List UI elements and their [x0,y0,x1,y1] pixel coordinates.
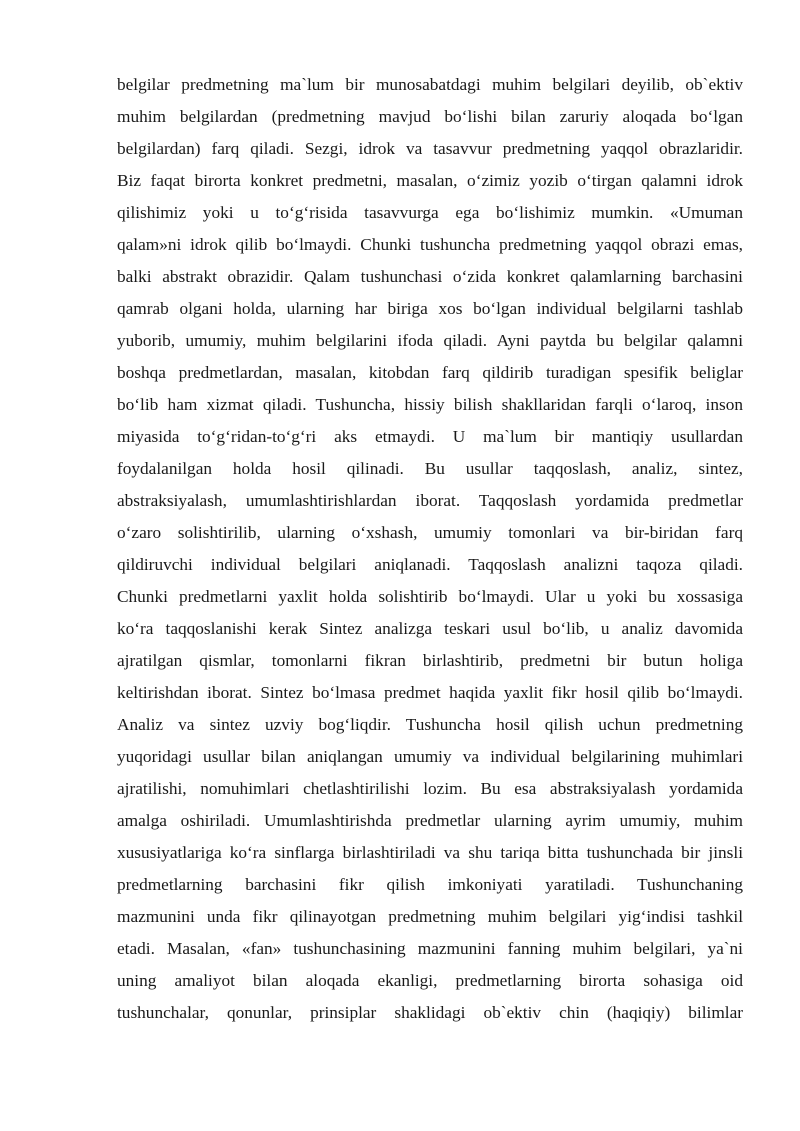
text-line: etadi. Masalan, «fan» tushunchasining mazmunini fanning muhim belgilari, ya`ni [117,939,743,958]
body-text [117,69,743,1029]
text-line: bo‘lib ham xizmat qiladi. Tushuncha, hissiy bilish shakllaridan farqli o‘laroq, inson [117,395,743,414]
text-line: tushunchalar, qonunlar, prinsiplar shaklidagi ob`ektiv chin (haqiqiy) bilimlar [117,1003,743,1022]
text-line: ko‘ra taqqoslanishi kerak Sintez analizga teskari usul bo‘lib, u analiz davomida [117,619,743,638]
text-line: o‘zaro solishtirilib, ularning o‘xshash, umumiy tomonlari va bir-biridan farq [117,523,743,542]
text-line: miyasida to‘g‘ridan-to‘g‘ri aks etmaydi. U ma`lum bir mantiqiy usullardan [117,427,743,446]
text-line: uning amaliyot bilan aloqada ekanligi, predmetlarning birorta sohasiga oid [117,971,743,990]
text-line: mazmunini unda fikr qilinayotgan predmetning muhim belgilari yig‘indisi tashkil [117,907,743,926]
text-line: Biz faqat birorta konkret predmetni, masalan, o‘zimiz yozib o‘tirgan qalamni idrok [117,171,743,190]
text-line: abstraksiyalash, umumlashtirishlardan iborat. Taqqoslash yordamida predmetlar [117,491,743,510]
text-line: boshqa predmetlardan, masalan, kitobdan farq qildirib turadigan spesifik beliglar [117,363,743,382]
text-line: amalga oshiriladi. Umumlashtirishda predmetlar ularning ayrim umumiy, muhim [117,811,743,830]
text-line: ajratilishi, nomuhimlari chetlashtirilishi lozim. Bu esa abstraksiyalash yordamida [117,779,743,798]
text-line: qilishimiz yoki u to‘g‘risida tasavvurga ega bo‘lishimiz mumkin. «Umuman [117,203,743,222]
text-line: belgilar predmetning ma`lum bir munosabatdagi muhim belgilari deyilib, ob`ektiv [117,75,743,94]
text-line: xususiyatlariga ko‘ra sinflarga birlashtiriladi va shu tariqa bitta tushunchada bir jinsli [117,843,743,862]
text-line: Analiz va sintez uzviy bog‘liqdir. Tushuncha hosil qilish uchun predmetning [117,715,743,734]
text-line: qamrab olgani holda, ularning har biriga xos bo‘lgan individual belgilarni tashlab [117,299,743,318]
text-line: muhim belgilardan (predmetning mavjud bo‘lishi bilan zaruriy aloqada bo‘lgan [117,107,743,126]
text-line: Chunki predmetlarni yaxlit holda solishtirib bo‘lmaydi. Ular u yoki bu xossasiga [117,587,743,606]
text-line: yuborib, umumiy, muhim belgilarini ifoda qiladi. Ayni paytda bu belgilar qalamni [117,331,743,350]
text-line: qalam»ni idrok qilib bo‘lmaydi. Chunki tushuncha predmetning yaqqol obrazi emas, [117,235,743,254]
text-line: predmetlarning barchasini fikr qilish imkoniyati yaratiladi. Tushunchaning [117,875,743,894]
text-line: qildiruvchi individual belgilari aniqlanadi. Taqqoslash analizni taqoza qiladi. [117,555,743,574]
text-line: ajratilgan qismlar, tomonlarni fikran birlashtirib, predmetni bir butun holiga [117,651,743,670]
text-line: balki abstrakt obrazidir. Qalam tushunchasi o‘zida konkret qalamlarning barchasini [117,267,743,286]
text-line: belgilardan) farq qiladi. Sezgi, idrok va tasavvur predmetning yaqqol obrazlaridir. [117,139,743,158]
text-line: keltirishdan iborat. Sintez bo‘lmasa predmet haqida yaxlit fikr hosil qilib bo‘lmaydi. [117,683,743,702]
text-line: foydalanilgan holda hosil qilinadi. Bu usullar taqqoslash, analiz, sintez, [117,459,743,478]
text-line: yuqoridagi usullar bilan aniqlangan umumiy va individual belgilarining muhimlari [117,747,743,766]
